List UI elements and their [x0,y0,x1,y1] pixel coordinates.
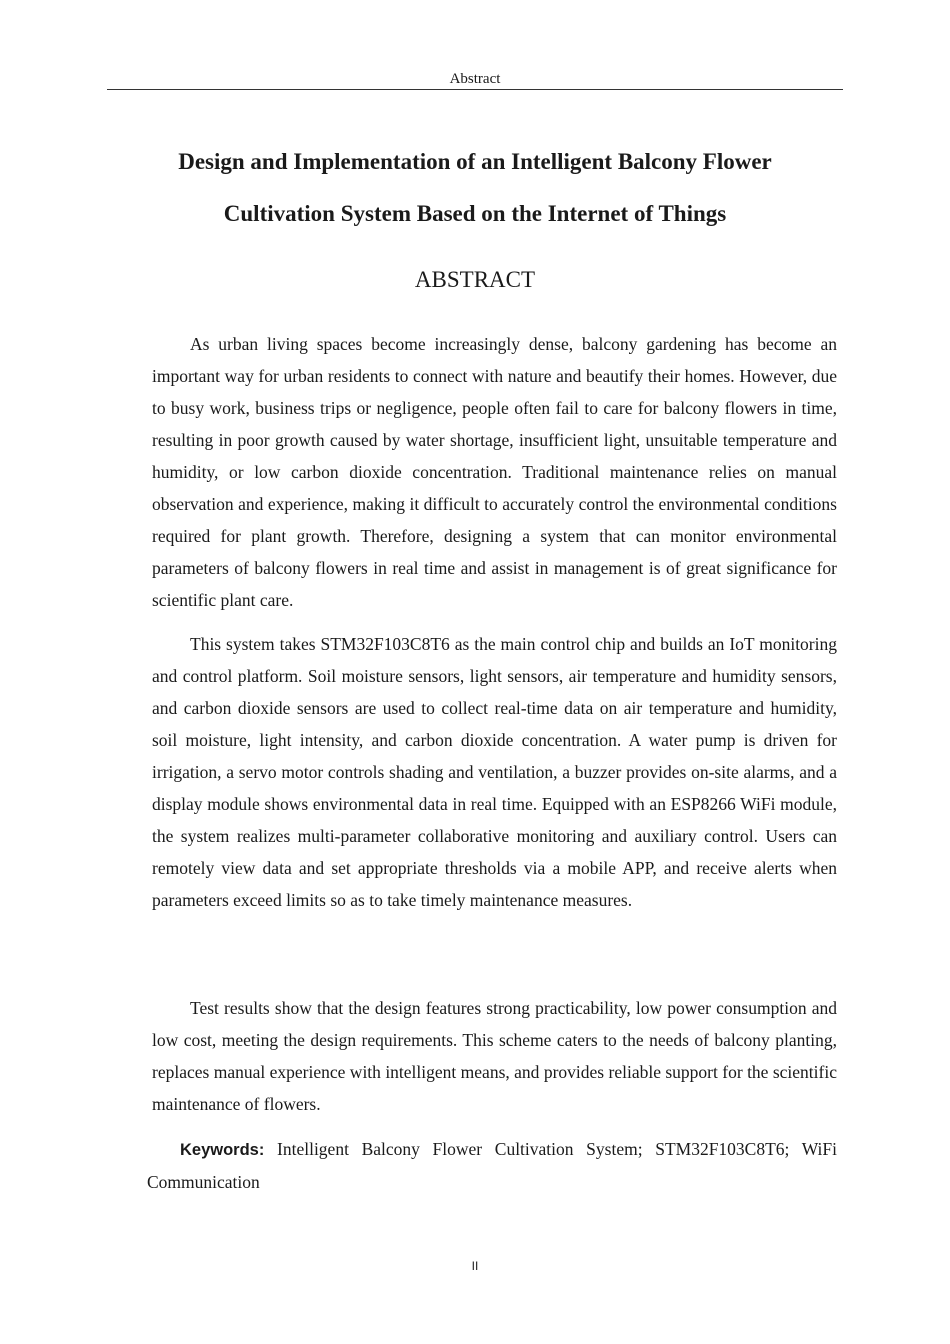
abstract-paragraph-2: This system takes STM32F103C8T6 as the main control chip and builds an IoT monitoring and control platform. Soil moisture sensors, light sensors, air temperature and humidity sensors, and carbon dioxide sensors are used to collect real-time data on air temperature and humidity, soil moisture, light intensity, and carbon dioxide concentration. A water pump is driven for irrigation, a servo motor controls shading and ventilation, a buzzer provides on-site alarms, and a display module shows environmental data in real time. Equipped with an ESP8266 WiFi module, the system realizes multi-parameter collaborative monitoring and auxiliary control. Users can remotely view data and set appropriate thresholds via a mobile APP, and receive alerts when parameters exceed limits so as to take timely maintenance measures. [152,634,837,910]
paper-title-line-1: Design and Implementation of an Intelligent Balcony Flower [178,149,772,174]
keywords [147,1133,837,1198]
running-header-title: Abstract [449,71,501,87]
paper-title-line-2: Cultivation System Based on the Internet of Things [223,201,727,226]
abstract-paragraph-1: As urban living spaces become increasingly dense, balcony gardening has become an important way for urban residents to connect with nature and beautify their homes. However, due to busy work, business trips or negligence, people often fail to care for balcony flowers in time, resulting in poor growth caused by water shortage, insufficient light, unsuitable temperature and humidity, or low carbon dioxide concentration. Traditional maintenance relies on manual observation and experience, making it difficult to accurately control the environmental conditions required for plant growth. Therefore, designing a system that can monitor environmental parameters of balcony flowers in real time and assist in management is of great significance for scientific plant care. [152,334,837,610]
abstract-heading: ABSTRACT [414,267,536,292]
page-number: II [471,1259,479,1273]
keywords-label: Keywords: [180,1141,265,1159]
paper-title [107,136,843,240]
abstract-paragraph-3: Test results show that the design features strong practicability, low power consumption and low cost, meeting the design requirements. This scheme caters to the needs of balcony planting, replaces manual experience with intelligent means, and provides reliable support for the scientific maintenance of flowers. [152,998,837,1114]
keywords-text: Intelligent Balcony Flower Cultivation System; STM32F103C8T6; WiFi Communication [147,1139,837,1192]
running-header [107,69,843,90]
